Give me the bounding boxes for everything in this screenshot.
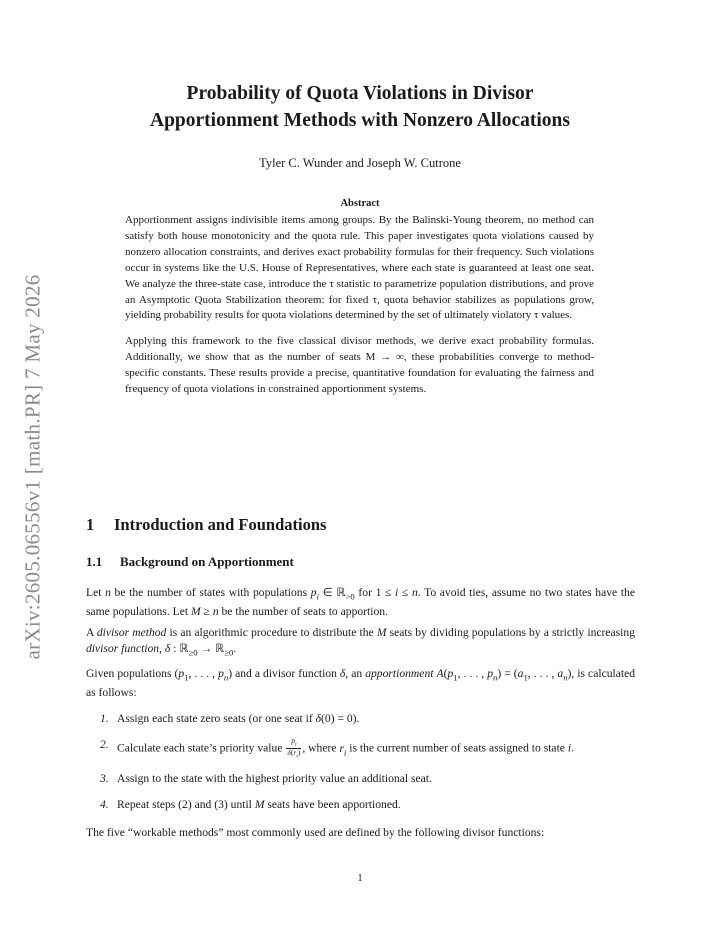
list-item: 1. Assign each state zero seats (or one seat if δ(0) = 0). <box>100 711 360 725</box>
list-item <box>86 771 635 787</box>
paragraph-apportionment: Given populations ($p_1$, . . . , $p_n$) and a divisor function δ, an apportionment $A(p_1$, . . . , $p_n) = (a_1$, . . . , $a_n$), is calculated as follows: <box>86 666 636 699</box>
section-heading <box>86 515 326 535</box>
title-line-1: Probability of Quota Violations in Divisor <box>186 83 534 104</box>
abstract-heading: Abstract <box>340 198 380 209</box>
abstract-paragraph-2: Applying this framework to the five classical divisor methods, we derive exact probability formulas. Additionally, we show that as the number of seats M → ∞, these probabilities converge to method-specific constants. These results provide a precise, quantitative foundation for evaluating the fairness and frequency of quota violations in constrained apportionment systems. <box>125 335 594 396</box>
list-marker: 4. <box>100 797 109 811</box>
list-marker: 1. <box>100 711 109 725</box>
abstract <box>125 213 594 408</box>
section-title: Introduction and Foundations <box>114 515 327 534</box>
paper-title <box>80 80 640 134</box>
apportionment-steps <box>86 711 635 813</box>
list-marker: 3. <box>100 771 109 785</box>
subsection-title: Background on Apportionment <box>120 554 294 569</box>
subsection-number: 1.1 <box>86 554 103 569</box>
paragraph-divisor-method: A divisor method is an algorithmic procedure to distribute the M seats by dividing populations by a strictly increasing divisor function, δ : ℝ$_{\ge 0}$ → ℝ$_{\ge 0}$. <box>86 626 635 658</box>
page-number: 1 <box>357 872 363 884</box>
body-text <box>86 585 635 846</box>
section-number: 1 <box>86 515 95 534</box>
title-line-2: Apportionment Methods with Nonzero Allocations <box>150 110 570 131</box>
list-item: 4. Repeat steps (2) and (3) until M seats have been apportioned. <box>100 797 401 811</box>
arxiv-identifier: arXiv:2605.06556v1 [math.PR] 7 May 2026 <box>20 274 45 660</box>
authors: Tyler C. Wunder and Joseph W. Cutrone <box>259 156 461 170</box>
step-text: Assign to the state with the highest priority value an additional seat. <box>117 771 432 785</box>
priority-fraction: $\frac{p_i}{\delta(r_i)}$ <box>287 735 301 760</box>
paragraph-workable-methods: The five “workable methods” most commonly used are defined by the following divisor functions: <box>86 825 545 839</box>
abstract-paragraph-1: Apportionment assigns indivisible items among groups. By the Balinski-Young theorem, no method can satisfy both house monotonicity and the quota rule. This paper investigates quota violations caused by nonzero allocation constraints, and derives exact probability formulas for their frequency. Such violations occur in systems like the U.S. House of Representatives, where each state is guaranteed at least one seat. We analyze the three-state case, introduce the τ statistic to parametrize population distributions, and prove an Asymptotic Quota Stabilization theorem: for fixed τ, quota behavior stabilizes as populations grow, yielding probability results for quota violations determined by the set of ultimately violatory τ values. <box>125 214 594 322</box>
subsection-heading <box>86 554 294 570</box>
list-item: 2. Calculate each state’s priority value $\frac{p_i}{\delta(r_i)}$ , where $r_i$ is the current number of seats assigned to state i. <box>100 735 574 760</box>
list-marker: 2. <box>100 737 109 751</box>
paragraph-states: Let n be the number of states with populations $p_i$ ∈ ℝ$_{>0}$ for 1 ≤ i ≤ n. To avoid ties, assume no two states have the same populations. Let M ≥ n be the number of seats to apportion. <box>86 586 635 619</box>
